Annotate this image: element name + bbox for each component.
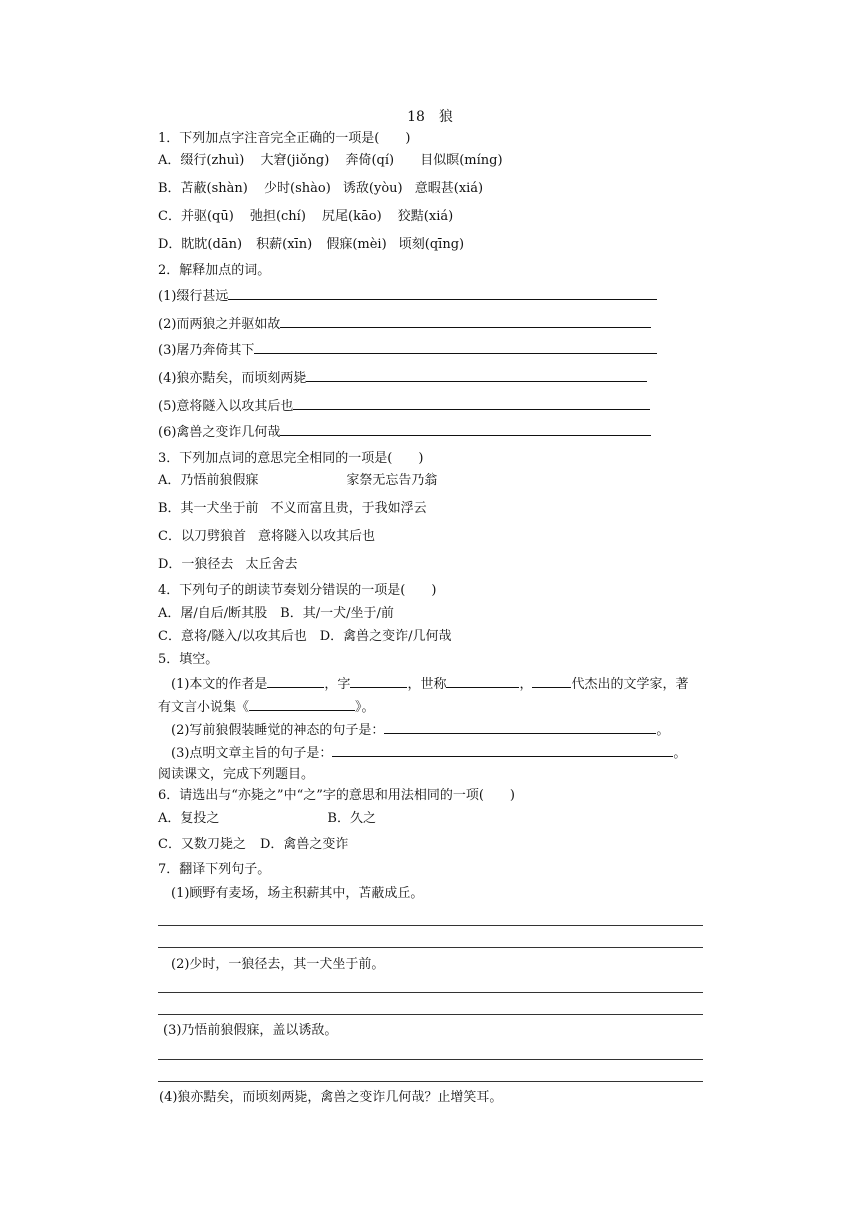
q4-options-ab: A．屠/自后/断其股 B．其/一犬/坐于/前 (158, 606, 394, 621)
q4-stem: 4．下列句子的朗读节奏划分错误的一项是( ) (158, 583, 437, 598)
answer-line[interactable] (158, 925, 703, 926)
answer-blank[interactable] (384, 721, 656, 734)
answer-blank[interactable] (350, 675, 407, 688)
answer-blank[interactable] (267, 675, 324, 688)
q1-option-a: A．缀行(zhuì) 大窘(jiǒng) 奔倚(qí) 目似瞑(míng) (158, 153, 503, 168)
answer-line[interactable] (158, 1081, 703, 1082)
q3-option-a: A．乃悟前狼假寐 家祭无忘告乃翁 (158, 473, 438, 488)
answer-blank[interactable] (293, 397, 650, 410)
answer-blank[interactable] (280, 315, 651, 328)
q6-stem: 6．请选出与“亦毙之”中“之”字的意思和用法相同的一项( ) (158, 788, 515, 803)
q2-item-6: (6)禽兽之变诈几何哉 (158, 423, 651, 441)
answer-blank[interactable] (306, 369, 647, 382)
q2-item-3: (3)屠乃奔倚其下 (158, 341, 657, 359)
q5-line-4: (3)点明文章主旨的句子是： 。 (171, 746, 687, 761)
q2-item-1: (1)缀行甚远 (158, 287, 657, 305)
answer-line[interactable] (158, 992, 703, 993)
answer-line[interactable] (158, 947, 703, 948)
q7-item-4: (4)狼亦黠矣，而顷刻两毙，禽兽之变诈几何哉？止增笑耳。 (159, 1090, 503, 1105)
q3-option-d: D．一狼径去 太丘舍去 (158, 557, 298, 572)
q6-options-cd: C．又数刀毙之 D．禽兽之变诈 (158, 837, 349, 852)
answer-blank[interactable] (228, 287, 657, 300)
q5-stem: 5．填空。 (158, 652, 219, 667)
q3-option-c: C．以刀劈狼首 意将隧入以攻其后也 (158, 529, 375, 544)
q3-option-b: B．其一犬坐于前 不义而富且贵，于我如浮云 (158, 501, 427, 516)
q6-options-ab: A．复投之 B．久之 (158, 811, 376, 826)
q1-option-d: D．眈眈(dān) 积薪(xīn) 假寐(mèi) 顷刻(qīng) (158, 237, 465, 252)
q1-option-b: B．苫蔽(shàn) 少时(shào) 诱敌(yòu) 意暇甚(xiá) (158, 181, 484, 196)
q5-line-3: (2)写前狼假装睡觉的神态的句子是： 。 (171, 723, 670, 738)
answer-blank[interactable] (446, 675, 519, 688)
q7-item-1: (1)顾野有麦场，场主积薪其中，苫蔽成丘。 (171, 886, 424, 901)
q1-stem: 1．下列加点字注音完全正确的一项是( ) (158, 131, 411, 146)
answer-line[interactable] (158, 1014, 703, 1015)
reading-intro: 阅读课文，完成下列题目。 (158, 767, 315, 782)
answer-blank[interactable] (332, 744, 673, 757)
q4-options-cd: C．意将/隧入/以攻其后也 D．禽兽之变诈/几何哉 (158, 629, 452, 644)
answer-blank[interactable] (249, 698, 355, 711)
q5-line-2: 有文言小说集《 》。 (158, 700, 375, 715)
q2-stem: 2．解释加点的词。 (158, 263, 271, 278)
answer-line[interactable] (158, 1059, 703, 1060)
q2-item-4: (4)狼亦黠矣，而顷刻两毙 (158, 369, 647, 387)
q3-stem: 3．下列加点词的意思完全相同的一项是( ) (158, 451, 424, 466)
answer-blank[interactable] (254, 341, 657, 354)
q7-stem: 7．翻译下列句子。 (158, 862, 271, 877)
q2-item-5: (5)意将隧入以攻其后也 (158, 397, 650, 415)
page-title: 18 狼 (407, 109, 453, 125)
q2-item-2: (2)而两狼之并驱如故 (158, 315, 651, 333)
q7-item-2: (2)少时，一狼径去，其一犬坐于前。 (171, 957, 385, 972)
answer-blank[interactable] (280, 423, 651, 436)
answer-blank[interactable] (532, 675, 571, 688)
q1-option-c: C．并驱(qū) 弛担(chí) 尻尾(kāo) 狡黠(xiá) (158, 209, 454, 224)
q5-line-1: (1)本文的作者是 ，字 ，世称 ， 代杰出的文学家，著 (171, 677, 689, 692)
q7-item-3: (3)乃悟前狼假寐，盖以诱敌。 (163, 1023, 338, 1038)
